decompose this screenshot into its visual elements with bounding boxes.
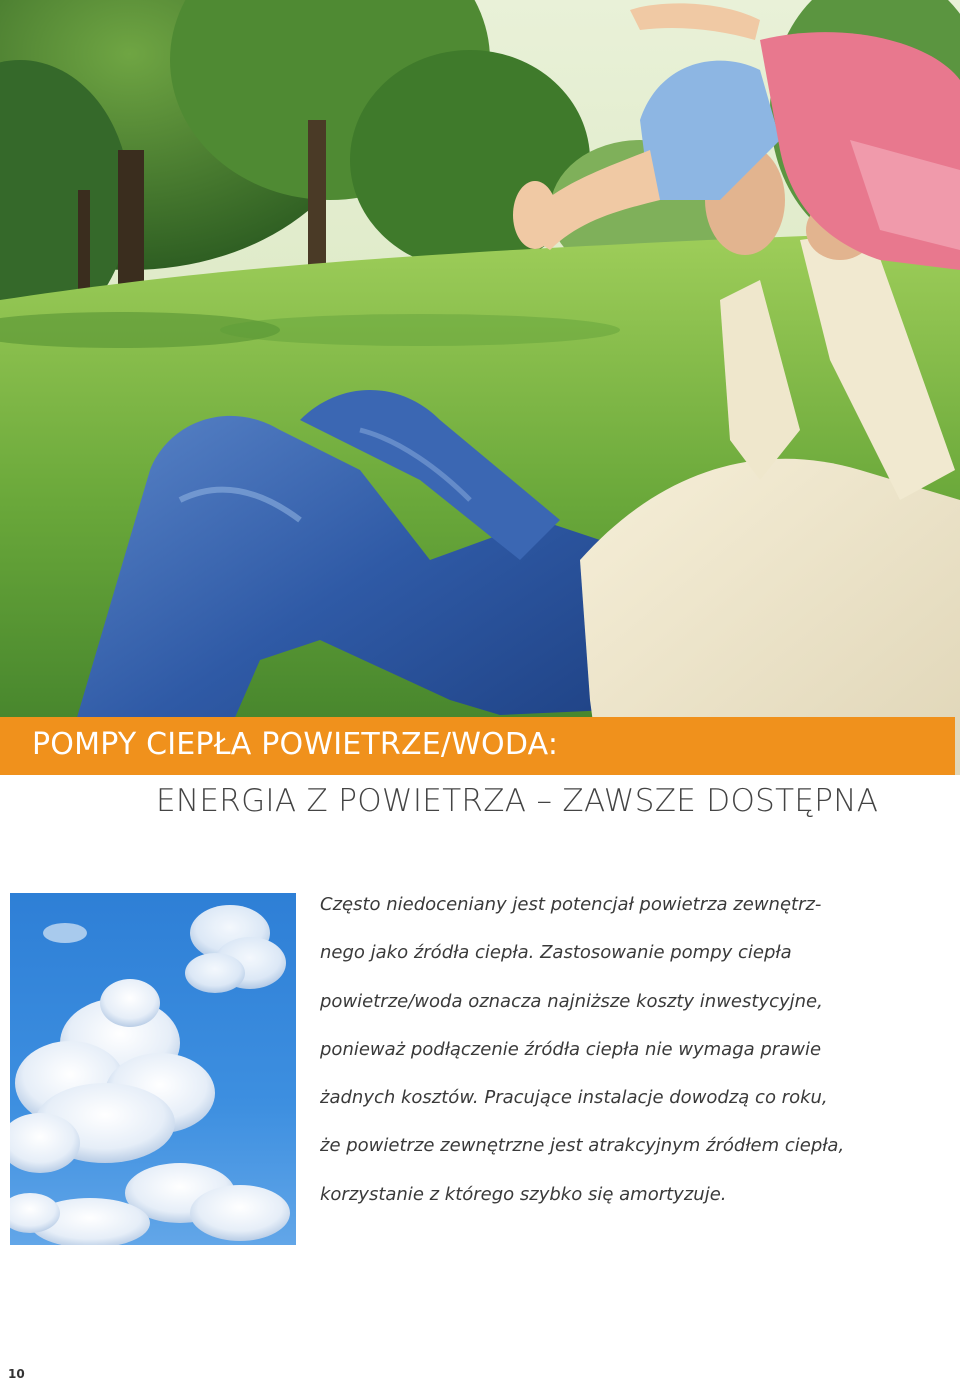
sky-photo [10, 893, 296, 1245]
body-line: nego jako źródła ciepła. Zastosowanie pompy ciepła [320, 942, 792, 964]
body-line: ponieważ podłączenie źródła ciepła nie wymaga prawie [320, 1038, 822, 1060]
body-line: powietrze/woda oznacza najniższe koszty inwestycyjne, [320, 990, 823, 1012]
body-line: Często niedoceniany jest potencjał powietrza zewnętrz- [320, 894, 822, 915]
body-line: że powietrze zewnętrzne jest atrakcyjnym źródłem ciepła, [320, 1135, 845, 1157]
page-title: POMPY CIEPŁA POWIETRZE/WODA: [32, 727, 559, 762]
body-line: żadnych kosztów. Pracujące instalacje dowodzą co roku, [320, 1087, 828, 1109]
page-number: 10 [8, 1367, 25, 1381]
sky-photo-illustration [10, 893, 296, 1245]
body-line: korzystanie z którego szybko się amortyzuje. [320, 1183, 727, 1205]
body-paragraph [320, 890, 880, 1228]
page-subtitle: ENERGIA Z POWIETRZA – ZAWSZE DOSTĘPNA [156, 783, 879, 819]
